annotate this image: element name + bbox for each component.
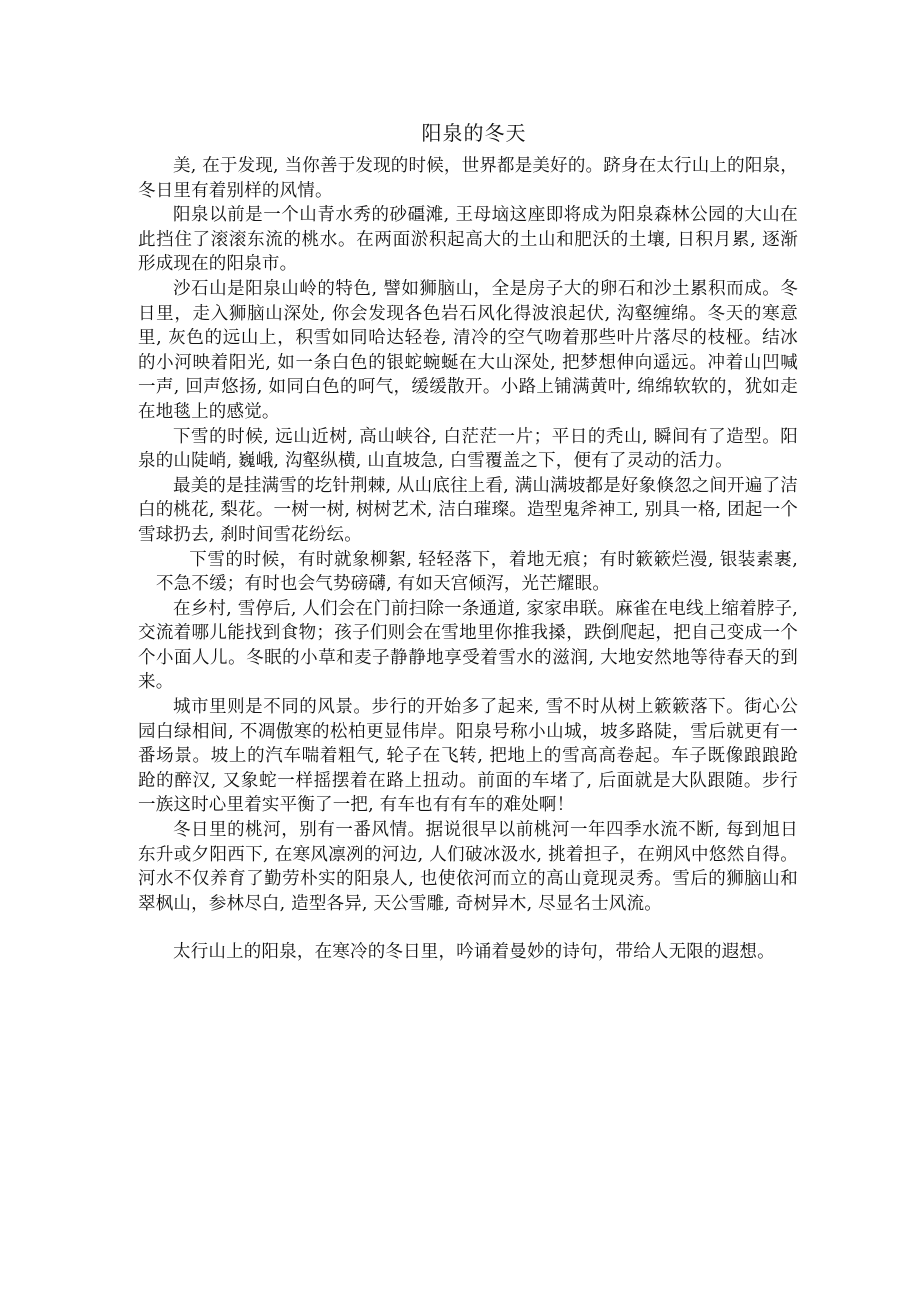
paragraph-6: 下雪的时候，有时就象柳絮, 轻轻落下，着地无痕；有时簌簌烂漫, 银装素裹, 不急不缓；有时也会气势磅礴, 有如天宫倾泻，光芒耀眼。 — [156, 549, 798, 595]
document-page — [138, 118, 798, 965]
paragraph-5: 最美的是挂满雪的圪针荆棘, 从山底往上看, 满山满坡都是好象倏忽之间开遍了洁白的桃花, 梨花。一树一树, 树树艺术, 洁白璀璨。造型鬼斧神工, 别具一格, 团起一个雪球扔去, 刹时间雪花纷纭。 — [138, 475, 798, 545]
paragraph-10: 太行山上的阳泉，在寒冷的冬日里，吟诵着曼妙的诗句，带给人无限的遐想。 — [173, 942, 775, 963]
paragraph-spacer — [138, 916, 798, 940]
paragraph-2: 阳泉以前是一个山青水秀的砂礓滩, 王母垴这座即将成为阳泉森林公园的大山在此挡住了滚滚东流的桃水。在两面淤积起高大的土山和肥沃的土壤, 日积月累, 逐渐形成现在的阳泉市。 — [138, 205, 798, 275]
paragraph-9: 冬日里的桃河，别有一番风情。据说很早以前桃河一年四季水流不断, 每到旭日东升或夕阳西下, 在寒风凛冽的河边, 人们破冰汲水, 挑着担子，在朔风中悠然自得。河水不仅养育了勤劳朴实的阳泉人, 也使依河而立的高山竟现灵秀。雪后的狮脑山和翠枫山，参林尽白, 造型各异, 天公雪雕, 奇树异木, 尽显名士风流。 — [138, 820, 798, 914]
paragraph-8: 城市里则是不同的风景。步行的开始多了起来, 雪不时从树上簌簌落下。街心公园白绿相间, 不凋傲寒的松柏更显伟岸。阳泉号称小山城，坡多路陡，雪后就更有一番场景。坡上的汽车喘着粗气, 轮子在飞转, 把地上的雪高高卷起。车子既像踉踉跄跄的醉汉, 又象蛇一样摇摆着在路上扭动。前面的车堵了, 后面就是大队跟随。步行一族这时心里着实平衡了一把, 有车也有有车的难处啊！ — [138, 697, 798, 816]
paragraph-7: 在乡村, 雪停后, 人们会在门前扫除一条通道, 家家串联。麻雀在电线上缩着脖子, 交流着哪儿能找到食物；孩子们则会在雪地里你推我搡，跌倒爬起，把自己变成一个个小面人儿。冬眠的小草和麦子静静地享受着雪水的滋润, 大地安然地等待春天的到来。 — [138, 598, 798, 693]
paragraph-4: 下雪的时候, 远山近树, 高山峡谷, 白茫茫一片；平日的秃山, 瞬间有了造型。阳泉的山陡峭, 巍峨, 沟壑纵横, 山直坡急, 白雪覆盖之下，便有了灵动的活力。 — [138, 426, 798, 472]
paragraph-1: 美, 在于发现, 当你善于发现的时候，世界都是美好的。跻身在太行山上的阳泉，冬日里有着别样的风情。 — [138, 156, 798, 201]
paragraph-3: 沙石山是阳泉山岭的特色, 譬如狮脑山，全是房子大的卵石和沙土累积而成。冬日里，走入狮脑山深处, 你会发现各色岩石风化得波浪起伏, 沟壑缠绵。冬天的寒意里, 灰色的远山上，积雪如同哈达轻卷, 清冷的空气吻着那些叶片落尽的枝桠。结冰的小河映着阳光, 如一条白色的银蛇蜿蜒在大山深处, 把梦想伸向遥远。冲着山凹喊一声, 回声悠扬, 如同白色的呵气，缓缓散开。小路上铺满黄叶, 绵绵软软的，犹如走在地毯上的感觉。 — [138, 278, 798, 422]
document-title: 阳泉的冬天 — [421, 121, 527, 145]
